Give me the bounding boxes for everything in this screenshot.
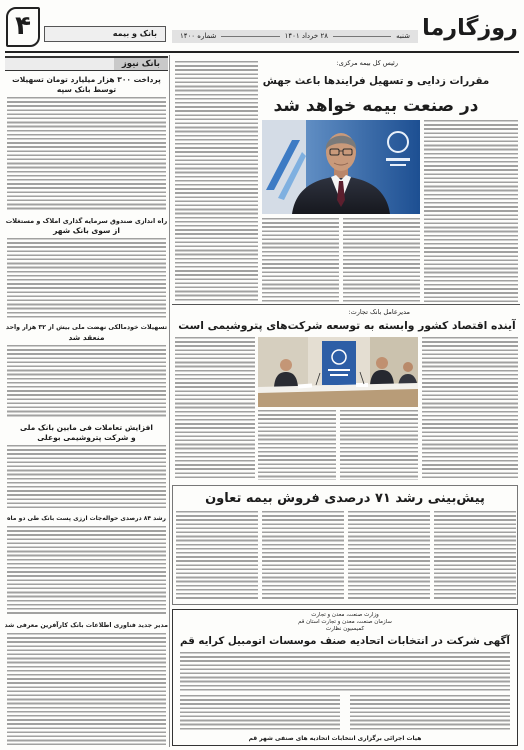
page-number: ۴ — [6, 7, 40, 47]
news-item-headline: از سوی بانک شهر — [53, 226, 120, 235]
body-text-column — [7, 445, 166, 510]
news-item-headline: افزایش تعاملات فی مابین بانک ملی — [20, 423, 153, 432]
news-item-headline: پرداخت ۳۰۰ هزار میلیارد تومان تسهیلات — [12, 75, 161, 84]
separator-rule — [221, 36, 279, 37]
second-story-headline: آینده اقتصاد کشور وابسته به توسعه شرکت‌های پتروشیمی است — [178, 319, 516, 332]
lead-story-photo — [262, 120, 420, 214]
lead-story-headline: مقررات زدایی و تسهیل فرایندها باعث جهش — [262, 75, 490, 87]
weekday: شنبه — [396, 32, 410, 40]
header-rule — [5, 51, 519, 53]
body-text-column — [422, 337, 518, 480]
news-item-headline: تسهیلات خودمالکی نهضت ملی بیش از ۳۲ هزار واحد — [5, 324, 168, 331]
ad-list-text — [350, 695, 510, 731]
section-label: بانک و بیمه — [44, 26, 166, 42]
news-item-headline: رشد ۸۴ درصدی حواله‌جات ارزی پست بانک طی دو ماه — [6, 515, 166, 522]
second-story-photo — [258, 337, 418, 407]
lead-story-headline: در صنعت بیمه خواهد شد — [273, 96, 479, 116]
body-text-column — [262, 218, 339, 302]
body-text-column — [7, 97, 166, 212]
body-text-column — [175, 337, 255, 480]
bank-news-header — [5, 56, 168, 71]
bank-news-title: بانک نیوز — [114, 58, 168, 70]
lead-story-kicker: رئیس کل بیمه مرکزی: — [336, 59, 398, 67]
news-item-headline: منعقد شد — [68, 333, 105, 342]
body-text-column — [348, 511, 430, 601]
second-story-kicker: مدیرعامل بانک تجارت: — [348, 308, 410, 316]
third-story-headline: پیش‌بینی رشد ۷۱ درصدی فروش بیمه تعاون — [205, 491, 485, 506]
ad-signature: هیات اجرائی برگزاری انتخابات اتحادیه های صنفی شهر قم — [248, 735, 422, 742]
news-item-headline: راه اندازی صندوق سرمایه گذاری املاک و مستغلات — [5, 217, 168, 225]
body-text-column — [175, 61, 258, 302]
body-text-column — [262, 511, 344, 601]
ad-ministry: وزارت صنعت، معدن و تجارت — [311, 612, 379, 618]
body-text-column — [434, 511, 516, 601]
body-text-column — [7, 633, 166, 745]
body-text-column — [176, 511, 258, 601]
issue-date: ۲۸ خرداد ۱۴۰۱ — [284, 32, 328, 40]
news-item-headline: توسط بانک سپه — [56, 85, 117, 94]
date-bar — [172, 30, 418, 43]
news-item-headline: مدیر جدید فناوری اطلاعات بانک کارآفرین معرفی شد — [5, 622, 168, 629]
ad-organization: سازمان صنعت، معدن و تجارت استان قم — [298, 619, 392, 625]
news-item-headline: و شرکت پتروشیمی بوعلی — [37, 433, 136, 442]
body-text-column — [258, 410, 336, 480]
body-text-column — [7, 526, 166, 616]
ad-body-text — [180, 652, 510, 692]
body-text-column — [343, 218, 420, 302]
ad-commission: کمیسیون نظارت — [325, 626, 365, 632]
issue-number: شماره ۱۴۰۰ — [180, 32, 217, 40]
section-rule — [172, 304, 520, 305]
body-text-column — [7, 345, 166, 418]
body-text-column — [340, 410, 418, 480]
body-text-column — [7, 238, 166, 318]
ad-list-text — [180, 695, 340, 731]
ad-title: آگهی شرکت در انتخابات اتحادیه صنف موسسات اتومبیل کرایه قم — [180, 635, 510, 647]
column-rule — [169, 55, 170, 747]
separator-rule — [333, 36, 391, 37]
body-text-column — [424, 120, 518, 302]
newspaper-logo: روزگارما — [422, 15, 518, 41]
